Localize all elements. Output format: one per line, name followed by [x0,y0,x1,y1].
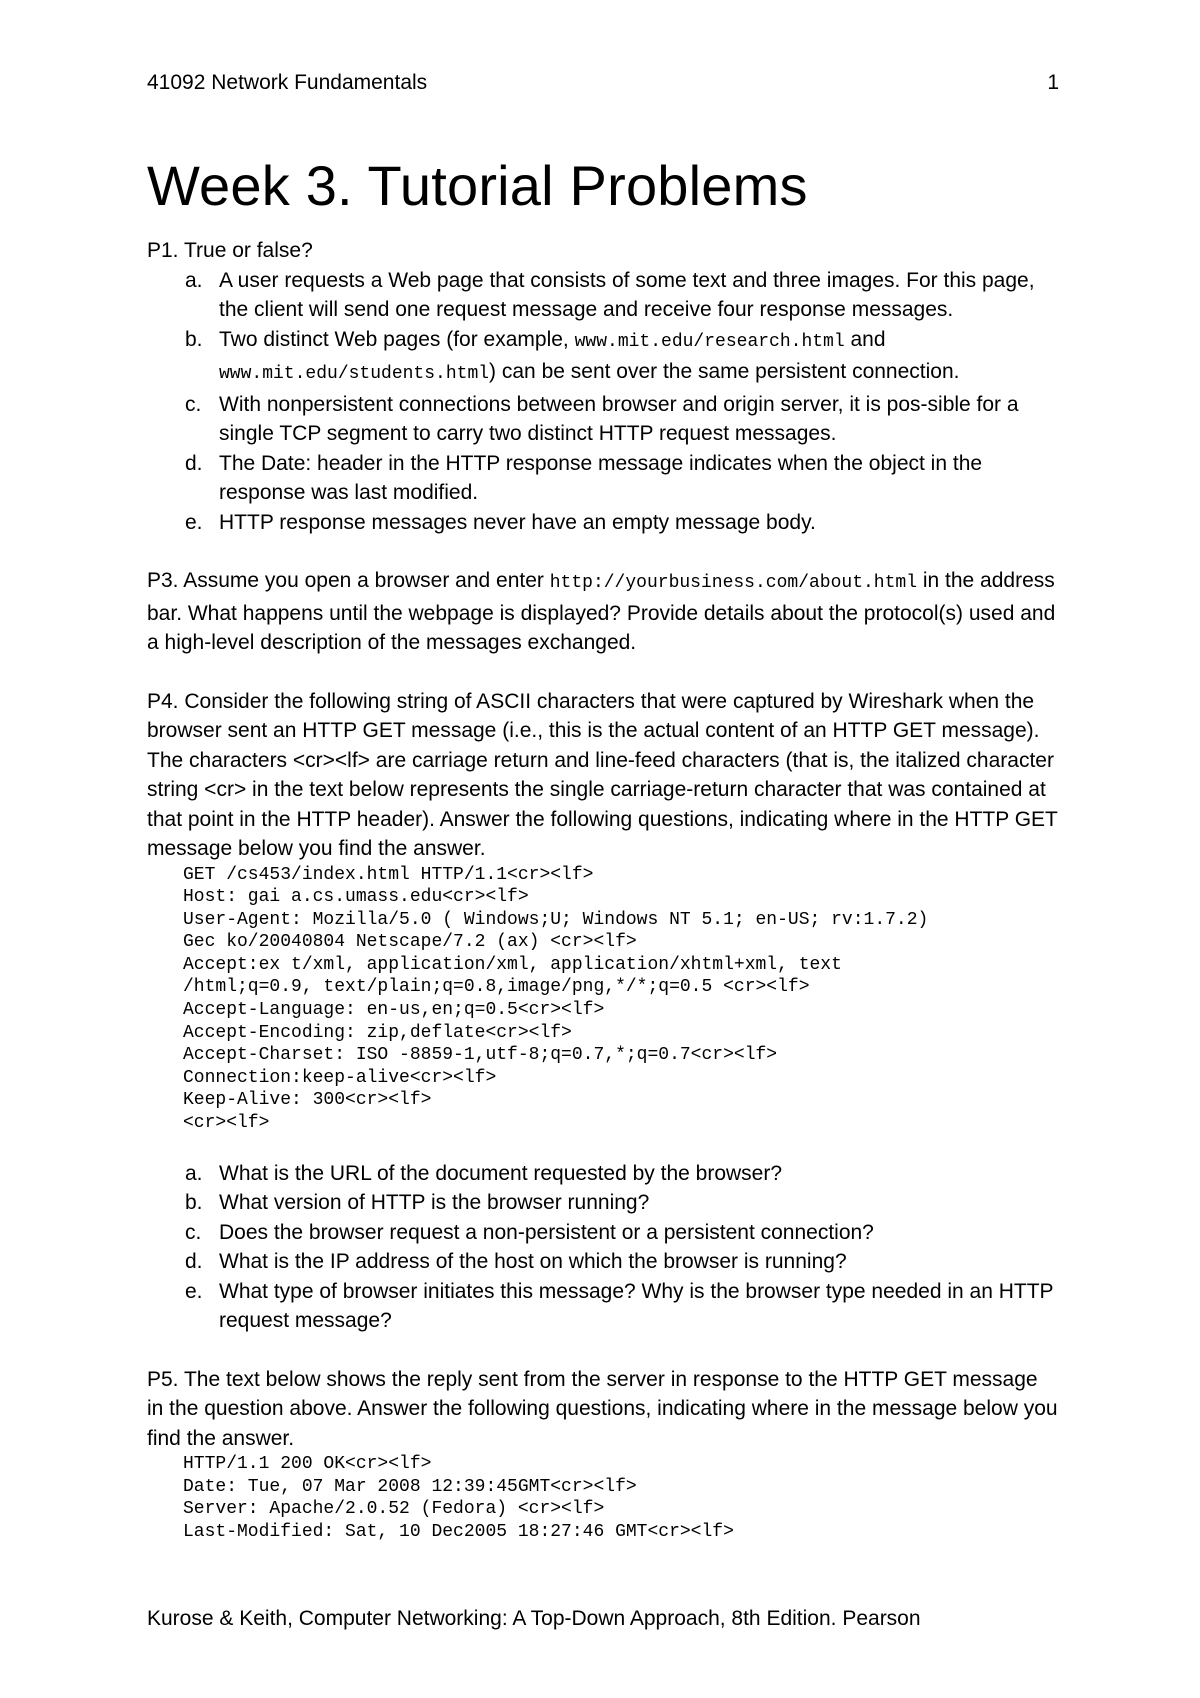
list-item: b. What version of HTTP is the browser running? [185,1191,650,1215]
p3-paragraph: P3. Assume you open a browser and enter http://yourbusiness.com/about.html in the address bar. What happens until the webpage is displayed? Provide details about the protocol(s) used and a high-level description of the messages exchanged. [147,569,1056,654]
list-item: e. HTTP response messages never have an empty message body. [185,510,816,534]
list-item: b. Two distinct Web pages (for example, www.mit.edu/research.html and www.mit.edu/students.html) can be sent over the same persistent connection. [185,327,960,384]
course-title: 41092 Network Fundamentals [147,71,428,94]
page-footer: Kurose & Keith, Computer Networking: A Top-Down Approach, 8th Edition. Pearson [147,1607,921,1630]
list-item: c. With nonpersistent connections between browser and origin server, it is pos-sible for a single TCP segment to carry two distinct HTTP request messages. [185,392,1019,445]
page-header [147,70,1059,96]
p5-paragraph: P5. The text below shows the reply sent from the server in response to the HTTP GET message in the question above. Answer the following questions, indicating where in the message below you find the answer. [147,1367,1058,1450]
p4-list [147,1159,1059,1336]
document-page [147,70,1059,1544]
p5-http-response-code: HTTP/1.1 200 OK<cr><lf> Date: Tue, 07 Mar 2008 12:39:45GMT<cr><lf> Server: Apache/2.0.52 (Fedora) <cr><lf> Last-Modified: Sat, 10 Dec2005 18:27:46 GMT<cr><lf> [183,1454,734,1542]
p1-list [147,266,1059,538]
list-item: d. The Date: header in the HTTP response message indicates when the object in the response was last modified. [185,451,983,504]
list-item: d. What is the IP address of the host on which the browser is running? [185,1250,847,1274]
document-title: Week 3. Tutorial Problems [147,154,808,217]
list-item: c. Does the browser request a non-persistent or a persistent connection? [185,1220,874,1244]
p4-http-request-code: GET /cs453/index.html HTTP/1.1<cr><lf> Host: gai a.cs.umass.edu<cr><lf> User-Agent: Mozilla/5.0 ( Windows;U; Windows NT 5.1; en-US; rv:1.7.2) Gec ko/20040804 Netscape/7.2 (ax) <cr><lf> Accept:ex t/xml, application/xml, application/xhtml+xml, text /html;q=0.9, text/plain;q=0.8,image/png,*/*;q=0.5 <cr><lf> Accept-Language: en-us,en;q=0.5<cr><lf> Accept-Encoding: zip,deflate<cr><lf> Accept-Charset: ISO -8859-1,utf-8;q=0.7,*;q=0.7<cr><lf> Connection:keep-alive<cr><lf> Keep-Alive: 300<cr><lf> <cr><lf> [183,864,929,1134]
page-number: 1 [1047,71,1059,94]
list-item: a. What is the URL of the document requested by the browser? [185,1161,783,1185]
p4-paragraph: P4. Consider the following string of ASCII characters that were captured by Wireshark when the browser sent an HTTP GET message (i.e., this is the actual content of an HTTP GET message). The characters <cr><lf> are carriage return and line-feed characters (that is, the italized character string <cr> in the text below represents the single carriage-return character that was contained at that point in the HTTP header). Answer the following questions, indicating where in the HTTP GET message below you find the answer. [147,689,1058,860]
list-item: a. A user requests a Web page that consists of some text and three images. For this page, the client will send one request message and receive four response messages. [185,268,1035,321]
p3-url: http://yourbusiness.com/about.html [549,573,918,593]
p1-heading: P1. True or false? [147,239,313,262]
list-item: e. What type of browser initiates this message? Why is the browser type needed in an HTTP request message? [185,1279,1054,1333]
